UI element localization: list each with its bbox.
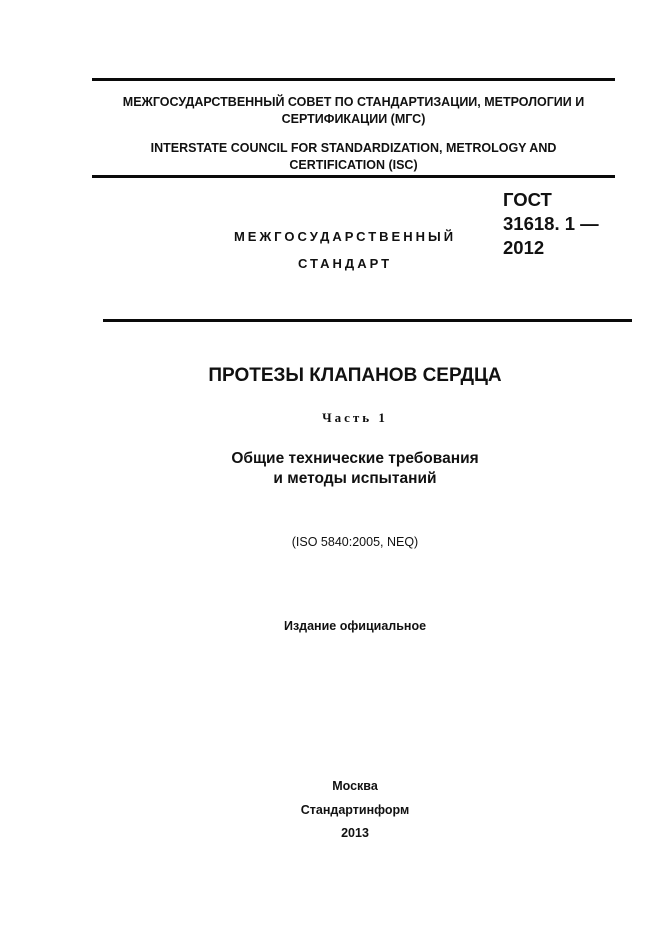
- standard-block-rule: [103, 319, 632, 322]
- header-bottom-rule: [92, 175, 615, 178]
- council-en-line-2: CERTIFICATION (ISC): [289, 158, 418, 172]
- imprint-publisher: Стандартинформ: [300, 803, 410, 817]
- document-subtitle: [0, 449, 661, 489]
- imprint-city: Москва: [332, 779, 378, 793]
- council-name-ru: [92, 94, 615, 128]
- imprint-year: 2013: [341, 826, 369, 840]
- gost-line-1: ГОСТ: [503, 189, 552, 210]
- official-edition-label: Издание официальное: [283, 619, 427, 633]
- gost-line-3: 2012: [503, 237, 545, 258]
- council-ru-line-2: СЕРТИФИКАЦИИ (МГС): [281, 112, 426, 126]
- standard-type-line-2: СТАНДАРТ: [297, 256, 393, 271]
- subtitle-line-2: и методы испытаний: [273, 470, 437, 487]
- subtitle-line-1: Общие технические требования: [231, 450, 479, 467]
- part-label: Часть 1: [322, 410, 388, 425]
- council-en-line-1: INTERSTATE COUNCIL FOR STANDARDIZATION, METROLOGY AND: [150, 141, 557, 155]
- council-ru-line-1: МЕЖГОСУДАРСТВЕННЫЙ СОВЕТ ПО СТАНДАРТИЗАЦИИ, МЕТРОЛОГИИ И: [122, 95, 585, 109]
- council-name-en: [92, 140, 615, 174]
- standard-type: [200, 228, 490, 273]
- standard-type-line-1: МЕЖГОСУДАРСТВЕННЫЙ: [233, 229, 457, 244]
- gost-designation: [503, 188, 599, 260]
- gost-line-2: 31618. 1 —: [503, 213, 599, 234]
- top-rule: [92, 78, 615, 81]
- iso-reference: (ISO 5840:2005, NEQ): [291, 535, 419, 549]
- document-title: ПРОТЕЗЫ КЛАПАНОВ СЕРДЦА: [208, 365, 502, 386]
